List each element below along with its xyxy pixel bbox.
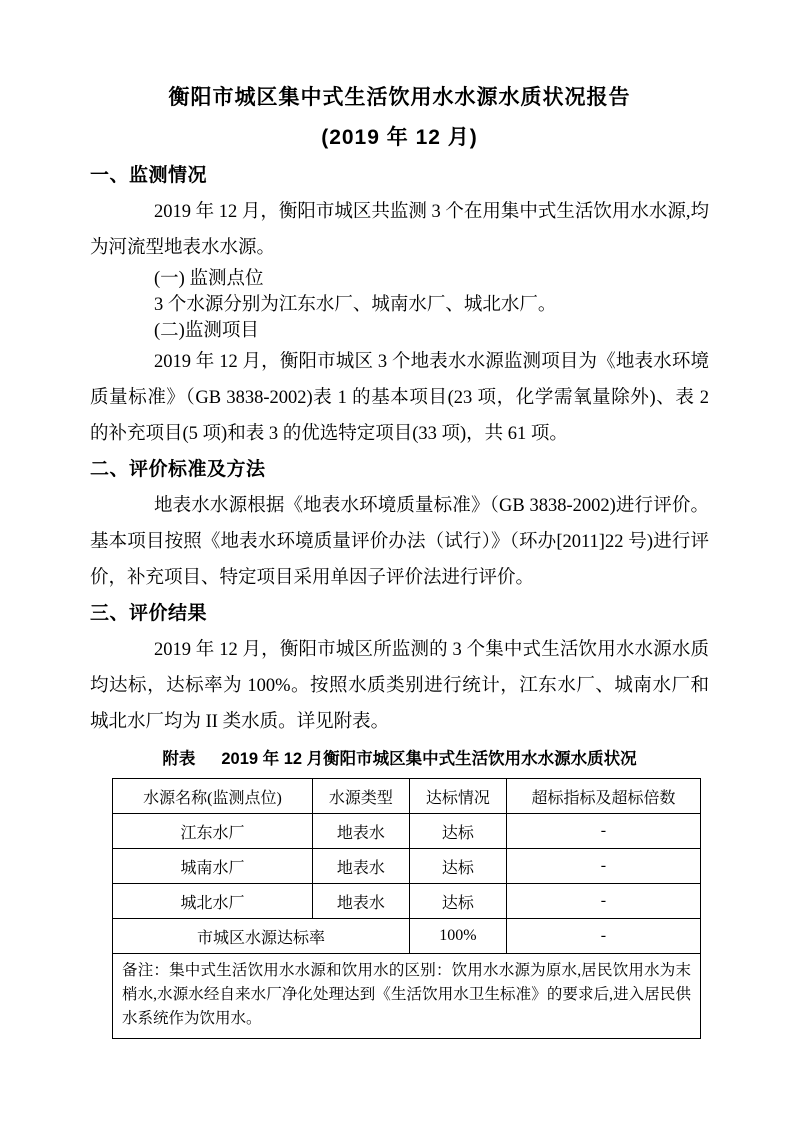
subsection-heading-monitoring-items: (二)监测项目 [154,321,259,341]
cell-summary-label: 市城区水源达标率 [113,919,410,954]
cell-source-name: 城南水厂 [113,849,313,884]
cell-compliance: 达标 [409,884,506,919]
header-source-type: 水源类型 [312,779,409,814]
document-title: 衡阳市城区集中式生活饮用水水源水质状况报告 [168,86,631,109]
cell-source-name: 城北水厂 [113,884,313,919]
cell-exceedance: - [506,884,700,919]
cell-source-type: 地表水 [312,884,409,919]
header-source-name: 水源名称(监测点位) [113,779,313,814]
paragraph-standards: 地表水水源根据《地表水环境质量标准》（GB 3838-2002)进行评价。基本项目按照《地表水环境质量评价办法（试行）》（环办[2011]22 号)进行评价，补充项目、特定项目采用单因子评价法进行评价。 [90,496,709,588]
table-note: 备注：集中式生活饮用水水源和饮用水的区别：饮用水水源为原水,居民饮用水为末梢水,水源水经自来水厂净化处理达到《生活饮用水卫生标准》的要求后,进入居民供水系统作为饮用水。 [113,954,701,1039]
cell-source-type: 地表水 [312,814,409,849]
cell-source-type: 地表水 [312,849,409,884]
section-heading-monitoring: 一、监测情况 [90,165,208,186]
table-header-row [113,779,701,814]
header-compliance: 达标情况 [409,779,506,814]
cell-source-name: 江东水厂 [113,814,313,849]
document-subtitle: (2019 年 12 月) [321,126,478,149]
table-row [113,884,701,919]
paragraph-monitoring-items: 2019 年 12 月，衡阳市城区 3 个地表水水源监测项目为《地表水环境质量标准》（GB 3838-2002)表 1 的基本项目(23 项，化学需氧量除外)、表 2 的补充项目(5 项)和表 3 的优选特定项目(33 项)，共 61 项。 [90,352,709,444]
cell-summary-value: 100% [409,919,506,954]
header-exceedance: 超标指标及超标倍数 [506,779,700,814]
section-heading-standards: 二、评价标准及方法 [90,459,266,480]
cell-exceedance: - [506,849,700,884]
cell-exceedance: - [506,814,700,849]
table-note-row [113,954,701,1039]
cell-compliance: 达标 [409,814,506,849]
table-row [113,849,701,884]
paragraph-results: 2019 年 12 月，衡阳市城区所监测的 3 个集中式生活饮用水水源水质均达标，达标率为 100%。按照水质类别进行统计，江东水厂、城南水厂和城北水厂均为 II 类水质。详见附表。 [90,640,709,732]
table-row [113,814,701,849]
water-quality-table [112,778,701,1039]
subsection-heading-monitoring-points: (一) 监测点位 [154,269,264,289]
cell-summary-exceedance: - [506,919,700,954]
paragraph-monitoring-overview: 2019 年 12 月，衡阳市城区共监测 3 个在用集中式生活饮用水水源,均为河流型地表水水源。 [90,202,710,258]
table-caption-label: 附表 [162,750,196,768]
table-caption [90,746,709,772]
table-caption-title: 2019 年 12 月衡阳市城区集中式生活饮用水水源水质状况 [221,750,637,768]
table-summary-row [113,919,701,954]
cell-compliance: 达标 [409,849,506,884]
section-heading-results: 三、评价结果 [90,603,208,624]
paragraph-monitoring-points: 3 个水源分别为江东水厂、城南水厂、城北水厂。 [154,295,557,315]
